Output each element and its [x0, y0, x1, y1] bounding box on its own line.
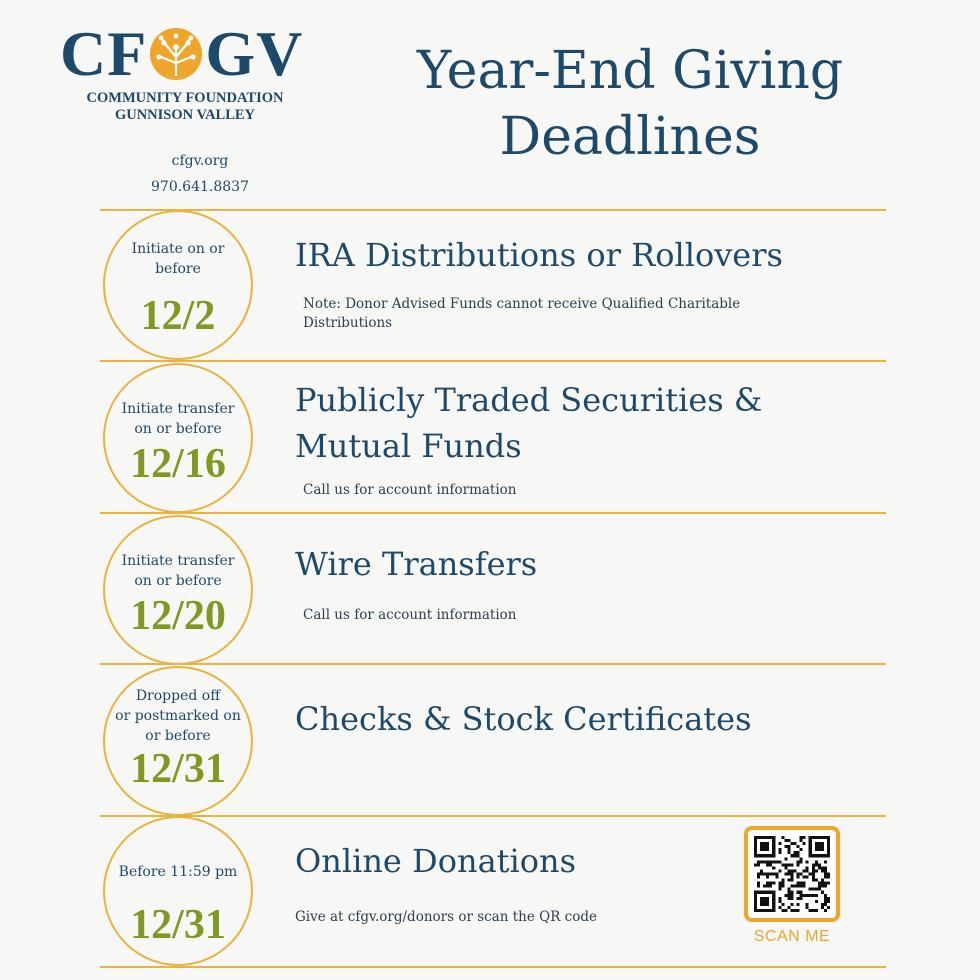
deadline-note: Call us for account information: [303, 482, 517, 498]
divider: [100, 360, 886, 362]
deadline-label: Initiate on or: [131, 241, 225, 257]
divider: [100, 966, 886, 968]
deadline-circle: [103, 816, 253, 966]
deadline-label: Initiate transfer: [121, 401, 235, 417]
logo-line-community-foundation: COMMUNITY FOUNDATION: [86, 90, 284, 106]
deadline-title-line: Mutual Funds: [295, 427, 522, 465]
deadline-circle: [103, 666, 253, 816]
deadline-circle: [103, 515, 253, 665]
qr-code-icon[interactable]: [744, 826, 840, 922]
deadline-label: Initiate transfer: [121, 553, 235, 569]
cfgv-logo: [60, 18, 340, 124]
divider: [100, 815, 886, 817]
deadline-label: on or before: [134, 421, 222, 437]
deadline-title-line: Publicly Traded Securities &: [295, 381, 763, 419]
deadline-note: [303, 295, 843, 333]
deadline-title: Online Donations: [295, 842, 577, 880]
contact-block: [100, 148, 300, 200]
title-line-2: Deadlines: [499, 107, 761, 167]
sunburst-o-icon: [149, 27, 203, 81]
logo-line-gunnison-valley: GUNNISON VALLEY: [114, 107, 256, 123]
deadline-note-line: Note: Donor Advised Funds cannot receive Qualified Charitable: [303, 296, 741, 312]
deadline-label: or postmarked on: [115, 708, 241, 724]
divider: [100, 512, 886, 514]
deadline-date: 12/31: [130, 902, 226, 948]
scan-me-label: SCAN ME: [753, 928, 831, 945]
logo-letters-left: CF: [60, 18, 148, 89]
deadline-date: 12/2: [140, 293, 216, 339]
deadline-title: Wire Transfers: [295, 545, 538, 583]
deadline-circle: [103, 363, 253, 513]
deadline-date: 12/16: [130, 441, 226, 487]
deadline-circle: [103, 210, 253, 360]
deadline-note: Give at cfgv.org/donors or scan the QR code: [295, 909, 597, 925]
deadline-title: IRA Distributions or Rollovers: [295, 236, 783, 274]
title-line-1: Year-End Giving: [416, 41, 844, 101]
divider: [100, 663, 886, 665]
logo-wordmark: [60, 18, 340, 89]
website-link[interactable]: cfgv.org: [171, 153, 229, 169]
deadline-date: 12/31: [130, 746, 226, 792]
deadline-label: or before: [145, 728, 211, 744]
deadline-title: Checks & Stock Certificates: [295, 700, 752, 738]
deadline-label: before: [155, 261, 201, 277]
divider: [100, 209, 886, 211]
phone-number: 970.641.8837: [151, 179, 249, 195]
deadline-note-line: Distributions: [303, 315, 393, 331]
deadline-label: Dropped off: [135, 688, 221, 704]
deadline-label: on or before: [134, 573, 222, 589]
page-title: [360, 38, 900, 170]
deadline-label: Before 11:59 pm: [118, 864, 238, 880]
deadline-date: 12/20: [130, 593, 226, 639]
deadline-note: Call us for account information: [303, 607, 517, 623]
logo-letters-right: GV: [205, 18, 304, 89]
deadline-title: [295, 377, 762, 469]
